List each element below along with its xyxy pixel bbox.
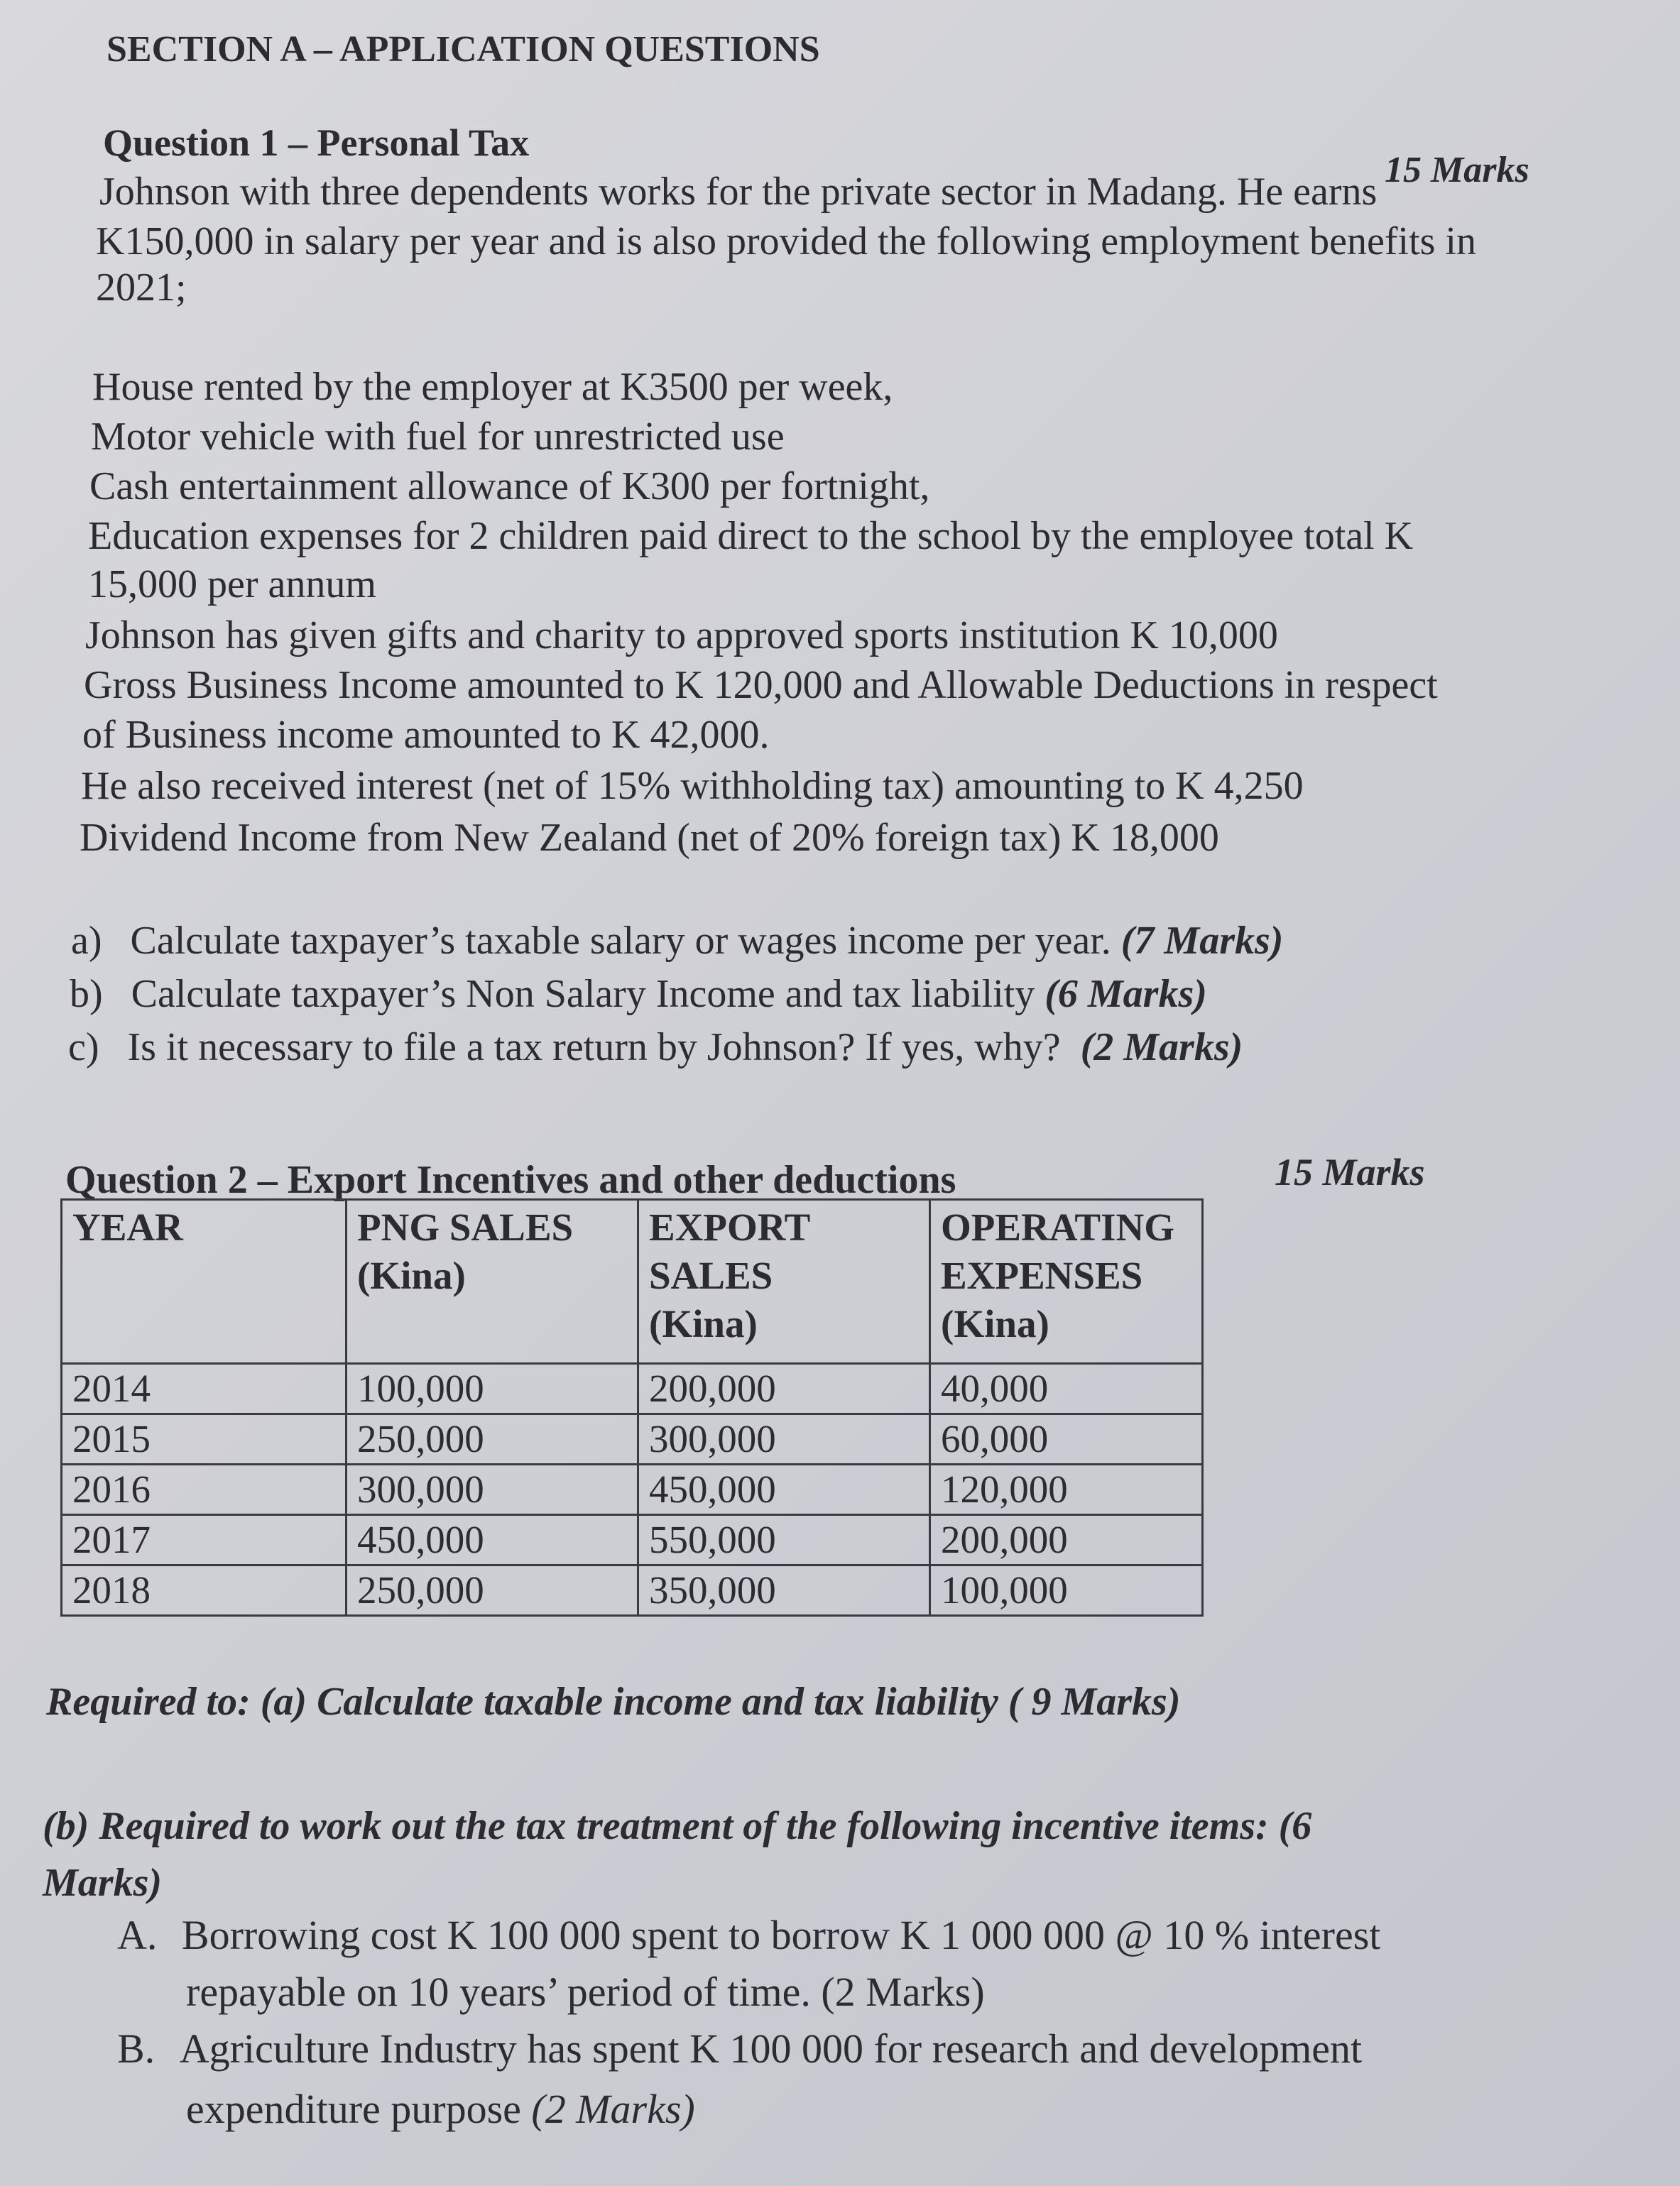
question-b: [70, 969, 1207, 1019]
cell-year: 2017: [62, 1515, 347, 1565]
table-row: [62, 1364, 1203, 1414]
question-b-label: b): [70, 972, 103, 1016]
question-c: [68, 1022, 1243, 1072]
header-year-line-1: YEAR: [72, 1206, 183, 1249]
cell-png-sales: 250,000: [347, 1565, 638, 1616]
required-b-line-1: (b) Required to work out the tax treatment of the following incentive items: (6: [43, 1804, 1312, 1848]
header-operating-expenses-line-2: EXPENSES: [941, 1254, 1143, 1297]
benefit-line-6: Johnson has given gifts and charity to approved sports institution K 10,000: [85, 613, 1278, 657]
benefit-line-5: 15,000 per annum: [88, 562, 376, 606]
cell-operating-expenses: 120,000: [930, 1465, 1203, 1515]
cell-year: 2014: [62, 1364, 347, 1414]
cell-export-sales: 200,000: [638, 1364, 930, 1414]
cell-export-sales: 300,000: [638, 1414, 930, 1465]
q1-intro-line-2: K150,000 in salary per year and is also provided the following employment benefits in: [96, 219, 1477, 263]
header-png-sales-line-1: PNG SALES: [357, 1206, 574, 1249]
header-export-sales-line-1: EXPORT: [649, 1206, 811, 1249]
header-year: [62, 1200, 347, 1364]
benefit-line-2: Motor vehicle with fuel for unrestricted use: [91, 415, 785, 459]
table-row: [62, 1414, 1203, 1465]
cell-png-sales: 450,000: [347, 1515, 638, 1565]
header-export-sales-line-2: SALES: [649, 1254, 773, 1297]
cell-operating-expenses: 200,000: [930, 1515, 1203, 1565]
question-a-marks: (7 Marks): [1120, 919, 1284, 963]
question-a-text: Calculate taxpayer’s taxable salary or wages income per year.: [130, 919, 1111, 963]
q1-marks: 15 Marks: [1385, 150, 1529, 190]
benefit-line-1: House rented by the employer at K3500 per week,: [92, 365, 893, 409]
header-png-sales-line-2: (Kina): [357, 1254, 466, 1297]
cell-year: 2018: [62, 1565, 347, 1616]
question-a-label: a): [71, 919, 102, 963]
item-a-label: A.: [117, 1912, 158, 1958]
benefit-line-4: Education expenses for 2 children paid direct to the school by the employee total K: [88, 514, 1414, 558]
item-b: [117, 2023, 1362, 2075]
q2-marks: 15 Marks: [1275, 1151, 1425, 1193]
benefit-line-10: Dividend Income from New Zealand (net of 20% foreign tax) K 18,000: [80, 816, 1219, 860]
header-export-sales: [638, 1200, 930, 1364]
item-a-line-2: repayable on 10 years’ period of time. (2 Marks): [186, 1969, 985, 2015]
cell-export-sales: 350,000: [638, 1565, 930, 1616]
section-title: SECTION A – APPLICATION QUESTIONS: [107, 29, 820, 70]
question-c-marks: (2 Marks): [1080, 1025, 1243, 1069]
benefit-line-3: Cash entertainment allowance of K300 per fortnight,: [89, 464, 930, 508]
export-sales-table: [60, 1198, 1204, 1617]
item-b-label: B.: [117, 2026, 156, 2072]
cell-year: 2016: [62, 1465, 347, 1515]
cell-operating-expenses: 40,000: [930, 1364, 1203, 1414]
header-operating-expenses-line-1: OPERATING: [941, 1206, 1175, 1249]
required-a: Required to: (a) Calculate taxable income and tax liability ( 9 Marks): [46, 1680, 1181, 1724]
question-c-text: Is it necessary to file a tax return by Johnson? If yes, why?: [127, 1025, 1061, 1069]
q2-title: Question 2 – Export Incentives and other deductions: [65, 1158, 956, 1202]
question-c-label: c): [68, 1025, 99, 1069]
benefit-line-9: He also received interest (net of 15% withholding tax) amounting to K 4,250: [81, 764, 1304, 808]
table-row: [62, 1465, 1203, 1515]
q1-intro-line-1: Johnson with three dependents works for the private sector in Madang. He earns: [99, 170, 1378, 214]
question-b-text: Calculate taxpayer’s Non Salary Income and tax liability: [131, 972, 1035, 1016]
cell-operating-expenses: 100,000: [930, 1565, 1203, 1616]
benefit-line-8: of Business income amounted to K 42,000.: [82, 713, 770, 757]
q1-title: Question 1 – Personal Tax: [103, 121, 530, 164]
header-png-sales: [347, 1200, 638, 1364]
required-b-line-2: Marks): [43, 1861, 163, 1905]
question-a: [71, 916, 1283, 966]
table-row: [62, 1565, 1203, 1616]
benefit-line-7: Gross Business Income amounted to K 120,000 and Allowable Deductions in respect: [84, 663, 1438, 707]
item-b-line-1: Agriculture Industry has spent K 100 000 for research and development: [179, 2026, 1363, 2072]
q1-intro-line-3: 2021;: [96, 266, 187, 310]
cell-png-sales: 100,000: [347, 1364, 638, 1414]
item-b-marks: (2 Marks): [531, 2086, 695, 2132]
header-operating-expenses: [930, 1200, 1203, 1364]
item-a: [117, 1910, 1380, 1961]
header-operating-expenses-line-3: (Kina): [941, 1302, 1049, 1345]
cell-operating-expenses: 60,000: [930, 1414, 1203, 1465]
cell-png-sales: 250,000: [347, 1414, 638, 1465]
cell-png-sales: 300,000: [347, 1465, 638, 1515]
header-export-sales-line-3: (Kina): [649, 1302, 758, 1345]
cell-year: 2015: [62, 1414, 347, 1465]
cell-export-sales: 550,000: [638, 1515, 930, 1565]
item-b-line-2-wrap: [186, 2084, 695, 2135]
item-b-line-2: expenditure purpose: [186, 2086, 521, 2132]
table-header-row: [62, 1200, 1203, 1364]
cell-export-sales: 450,000: [638, 1465, 930, 1515]
table-row: [62, 1515, 1203, 1565]
question-b-marks: (6 Marks): [1044, 972, 1207, 1016]
item-a-line-1: Borrowing cost K 100 000 spent to borrow K 1 000 000 @ 10 % interest: [181, 1912, 1381, 1958]
